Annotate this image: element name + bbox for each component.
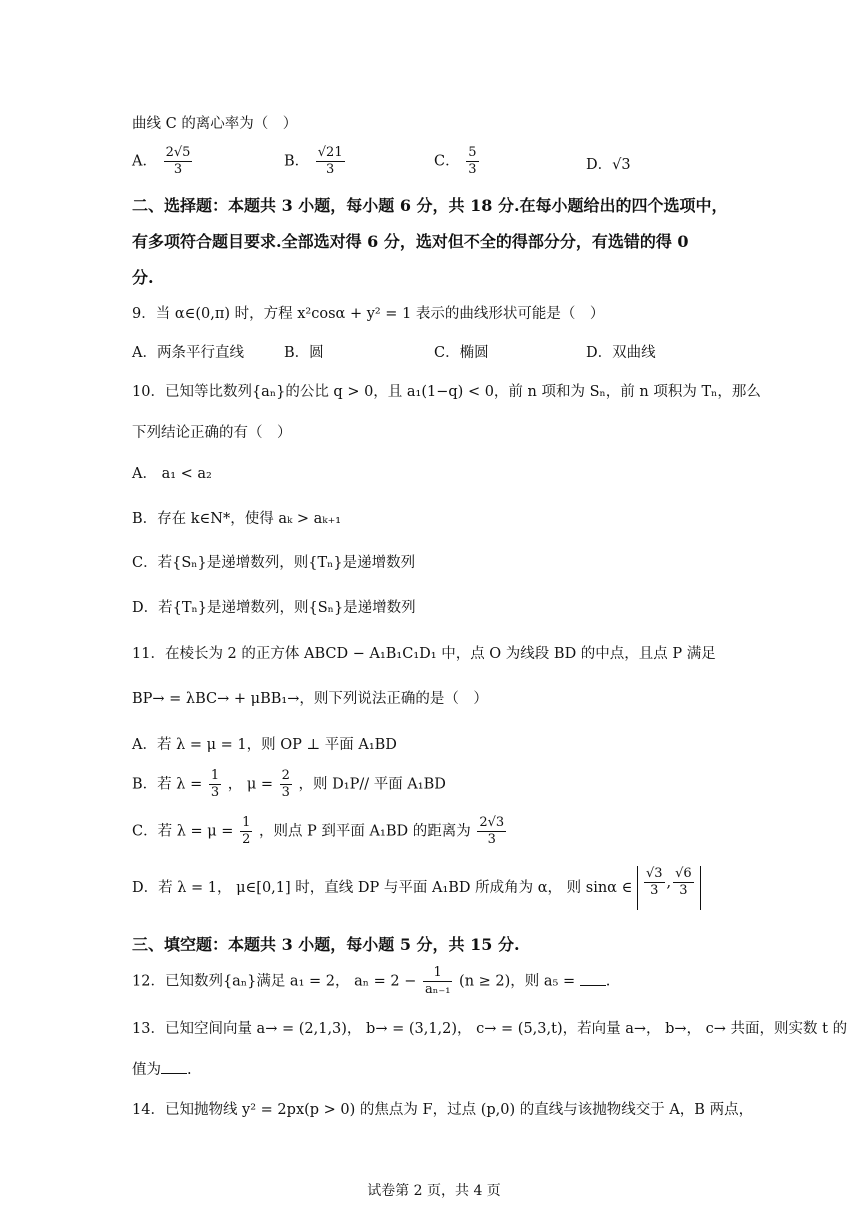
q9-option-a: A．两条平行直线 bbox=[132, 345, 244, 361]
q8-option-d: D．√3 bbox=[586, 157, 631, 173]
section3-heading: 三、填空题：本题共 3 小题，每小题 5 分，共 15 分. bbox=[132, 935, 520, 954]
q11-stem-line1: 11．在棱长为 2 的正方体 ABCD − A₁B₁C₁D₁ 中，点 O 为线段 BD 的中点，且点 P 满足 bbox=[132, 646, 716, 662]
q8-option-c: C． $\frac{5}{3}$ bbox=[434, 145, 477, 177]
q11-option-c: C．若 λ = μ = $\frac{1}{2}$ ，则点 P 到平面 A₁BD 的距离为 $\frac{2√3}{3}$ bbox=[132, 815, 505, 847]
q8-option-b: B． $\frac{√21}{3}$ bbox=[284, 145, 343, 177]
q13-stem-line1: 13．已知空间向量 a→ = (2,1,3)， b→ = (3,1,2)， c→ = (5,3,t)，若向量 a→， b→， c→ 共面，则实数 t 的 bbox=[132, 1021, 848, 1037]
q9-stem: 9．当 α∈(0,π) 时，方程 x²cosα + y² = 1 表示的曲线形状可能是（ ） bbox=[132, 306, 605, 322]
q10-option-b: B．存在 k∈N*，使得 aₖ > aₖ₊₁ bbox=[132, 511, 342, 527]
q11-option-a: A．若 λ = μ = 1，则 OP ⊥ 平面 A₁BD bbox=[132, 737, 397, 753]
q10-option-a: A． a₁ < a₂ bbox=[132, 466, 212, 482]
section2-heading-line1: 二、选择题：本题共 3 小题，每小题 6 分，共 18 分.在每小题给出的四个选项中， bbox=[132, 196, 728, 215]
section2-heading-line2: 有多项符合题目要求.全部选对得 6 分，选对但不全的得部分分，有选错的得 0 bbox=[132, 232, 689, 251]
answer-blank bbox=[580, 973, 606, 986]
interval-bracket: $\frac{√3}{3}$ , $\frac{√6}{3}$ bbox=[637, 866, 701, 910]
q10-stem-line1: 10．已知等比数列{aₙ}的公比 q > 0，且 a₁(1−q) < 0，前 n 项和为 Sₙ，前 n 项积为 Tₙ，那么 bbox=[132, 384, 761, 400]
q10-stem-line2: 下列结论正确的有（ ） bbox=[132, 425, 292, 441]
answer-blank bbox=[161, 1061, 187, 1074]
page-footer: 试卷第 2 页，共 4 页 bbox=[367, 1183, 501, 1199]
q11-option-b: B．若 λ = $\frac{1}{3}$ ， μ = $\frac{2}{3}$ ，则 D₁P// 平面 A₁BD bbox=[132, 768, 446, 800]
q10-option-d: D．若{Tₙ}是递增数列，则{Sₙ}是递增数列 bbox=[132, 600, 416, 616]
q8-tail-stem: 曲线 C 的离心率为（ ） bbox=[132, 116, 298, 132]
q12-stem: 12．已知数列{aₙ}满足 a₁ = 2， aₙ = 2 − $\frac{1}{\text{aₙ₋₁}}$ (n ≥ 2)，则 a₅ = . bbox=[132, 965, 611, 997]
q14-stem-line1: 14．已知抛物线 y² = 2px(p > 0) 的焦点为 F，过点 (p,0) 的直线与该抛物线交于 A，B 两点， bbox=[132, 1102, 754, 1118]
q9-option-c: C．椭圆 bbox=[434, 345, 489, 361]
section2-heading-line3: 分. bbox=[132, 268, 154, 287]
q11-stem-line2: BP→ = λBC→ + μBB₁→，则下列说法正确的是（ ） bbox=[132, 691, 488, 707]
q9-option-b: B．圆 bbox=[284, 345, 324, 361]
q11-option-d: D．若 λ = 1， μ∈[0,1] 时，直线 DP 与平面 A₁BD 所成角为 α， 则 sinα ∈ $\frac{√3}{3}$ , $\frac{√6}{3}$ bbox=[132, 866, 701, 910]
q10-option-c: C．若{Sₙ}是递增数列，则{Tₙ}是递增数列 bbox=[132, 555, 416, 571]
q9-option-d: D．双曲线 bbox=[586, 345, 656, 361]
q13-stem-line2: 值为 . bbox=[132, 1062, 192, 1078]
q8-option-a: A． $\frac{2√5}{3}$ bbox=[132, 145, 191, 177]
